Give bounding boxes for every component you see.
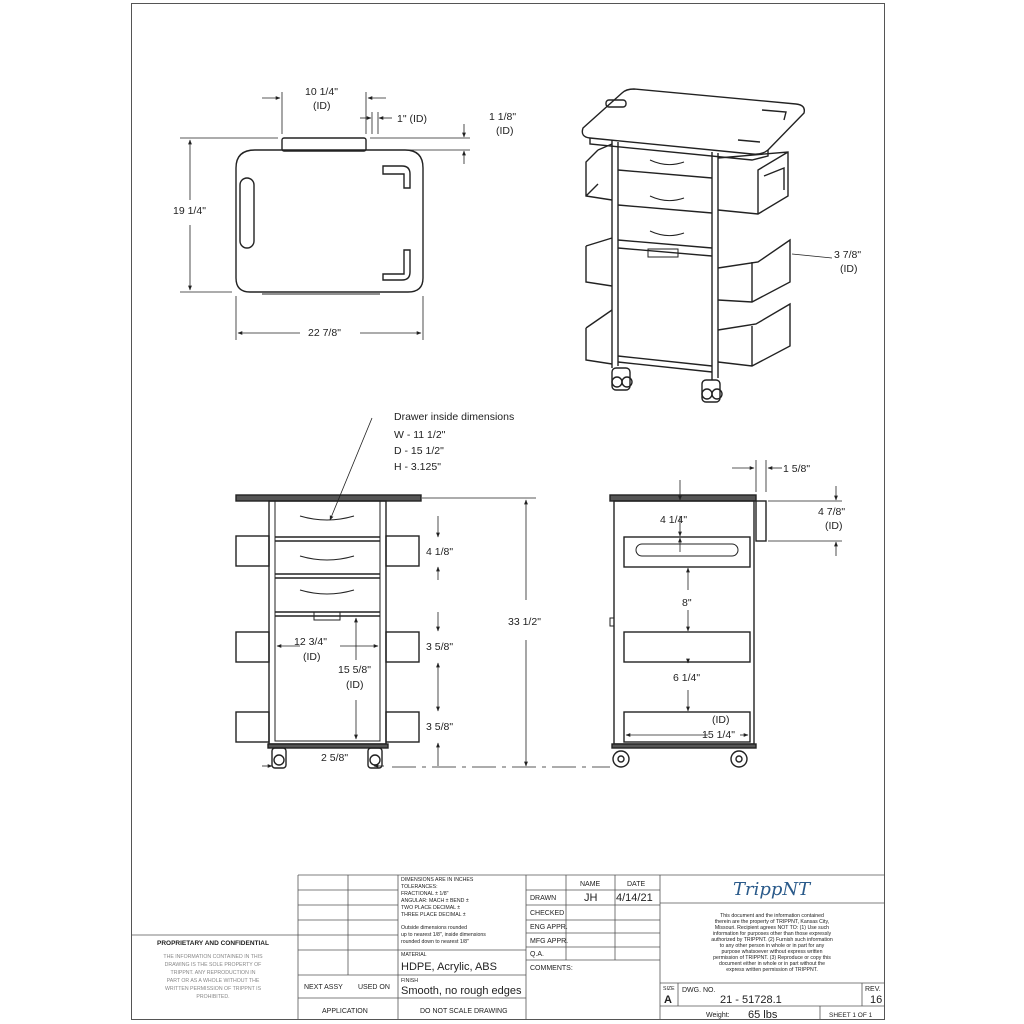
- used-on-label: USED ON: [358, 984, 390, 991]
- front-drawers: [275, 537, 380, 616]
- front-top: [236, 495, 421, 501]
- front-bin-right-2: [386, 632, 419, 662]
- material-value: HDPE, Acrylic, ABS: [401, 961, 497, 973]
- iso-top-grip-right: [738, 110, 786, 142]
- svg-text:This document and the informat: This document and the information contained: [720, 913, 824, 919]
- top-handle-depth-label: 1 1/8": [489, 111, 517, 123]
- front-bin-right-3: [386, 712, 419, 742]
- top-width-id-sub: (ID): [313, 100, 331, 112]
- eng-appr-label: ENG APPR.: [530, 924, 568, 931]
- top-width-label: 22 7/8": [308, 327, 341, 339]
- side-mid-gap-label: 8": [682, 597, 692, 609]
- dims-note-6: THREE PLACE DECIMAL ±: [401, 912, 466, 918]
- side-bin-height-sub: (ID): [825, 520, 843, 532]
- iso-left-bin-1: [586, 144, 612, 200]
- svg-text:Missouri. Recipient agrees NOT: Missouri. Recipient agrees NOT TO: (1) Use such: [714, 925, 830, 931]
- size-label: SIZE: [663, 986, 675, 992]
- drawn-date: 4/14/21: [616, 892, 653, 904]
- svg-text:DRAWING IS THE SOLE PROPERTY O: DRAWING IS THE SOLE PROPERTY OF: [164, 962, 262, 968]
- top-width-id-label: 10 1/4": [305, 86, 338, 98]
- side-casters: [613, 751, 747, 767]
- top-depth-label: 19 1/4": [173, 205, 206, 217]
- checked-label: CHECKED: [530, 910, 565, 917]
- rounding-note-1: Outside dimensions rounded: [401, 925, 468, 931]
- dims-note-2: TOLERANCES:: [401, 884, 438, 890]
- size-value: A: [664, 994, 672, 1006]
- disclaimer-text: [711, 913, 833, 973]
- iso-right-bin-1: [718, 152, 788, 214]
- dims-note-5: TWO PLACE DECIMAL ±: [401, 905, 461, 911]
- dims-note-1: DIMENSIONS ARE IN INCHES: [401, 877, 474, 883]
- svg-text:express written permission of: express written permission of TRIPPNT.: [726, 967, 818, 973]
- front-shelf-1-label: 3 5/8": [426, 641, 454, 653]
- front-view: [236, 495, 421, 768]
- side-bin-1: [624, 537, 750, 567]
- svg-text:information for purposes other: information for purposes other than those expressly: [712, 931, 832, 937]
- qa-label: Q.A.: [530, 951, 545, 958]
- svg-text:PROHIBITED.: PROHIBITED.: [196, 994, 230, 1000]
- side-bin-height-label: 4 7/8": [818, 506, 846, 518]
- top-view-handle-tab: [282, 138, 366, 151]
- side-base-width-label: 15 1/4": [702, 729, 735, 741]
- svg-text:PART OR AS A WHOLE WITHOUT THE: PART OR AS A WHOLE WITHOUT THE: [166, 978, 260, 984]
- svg-text:document either in whole or in: document either in whole or in part without the: [718, 961, 826, 967]
- svg-text:therein are the property of TR: therein are the property of TRIPPNT, Kansas City,: [714, 919, 830, 925]
- front-bin-left-3: [236, 712, 269, 742]
- top-view-outline: [236, 150, 423, 292]
- application-label: APPLICATION: [322, 1008, 368, 1015]
- iso-drawers: [618, 170, 712, 256]
- iso-left-bin-3: [586, 310, 612, 364]
- iso-shelf-label: 3 7/8": [834, 249, 862, 261]
- iso-top: [582, 89, 804, 154]
- drawn-label: DRAWN: [530, 895, 557, 902]
- side-offset-label: 1 5/8": [783, 463, 811, 475]
- rounding-note-2: up to nearest 1/8", inside dimensions: [401, 932, 486, 938]
- svg-text:purpose whatsoever without exp: purpose whatsoever without express written: [721, 949, 823, 955]
- drawer-note-width: W - 11 1/2": [394, 429, 446, 441]
- next-assy-label: NEXT ASSY: [304, 984, 343, 991]
- drawer-note-depth: D - 15 1/2": [394, 445, 444, 457]
- name-header: NAME: [580, 881, 601, 888]
- material-label: MATERIAL: [401, 952, 427, 958]
- weight-label: Weight:: [706, 1012, 730, 1019]
- drawer-note-title: Drawer inside dimensions: [394, 411, 515, 423]
- proprietary-title: PROPRIETARY AND CONFIDENTIAL: [157, 940, 269, 947]
- dwg-no-value: 21 - 51728.1: [720, 994, 782, 1006]
- side-top: [610, 495, 756, 501]
- proprietary-text: [163, 954, 263, 1000]
- front-bin-right-1: [386, 536, 419, 566]
- side-hang-bin: [756, 501, 766, 541]
- top-view-corner-grip-bottom: [383, 250, 410, 280]
- svg-text:to any other person in whole o: to any other person in whole or in part for any: [719, 943, 825, 949]
- drawn-name: JH: [584, 892, 598, 904]
- dims-note-4: ANGULAR: MACH ± BEND ±: [401, 898, 469, 904]
- dwg-no-label: DWG. NO.: [682, 987, 716, 994]
- side-base-width-sub: (ID): [712, 714, 730, 726]
- date-header: DATE: [627, 881, 646, 888]
- svg-text:authorized by TRIPPNT. (2) Fur: authorized by TRIPPNT. (2) Furnish such information: [711, 937, 833, 943]
- side-top-gap-label: 4 1/4": [660, 514, 688, 526]
- rev-label: REV.: [865, 986, 881, 993]
- front-shelf-2-label: 3 5/8": [426, 721, 454, 733]
- top-slot-label: 1" (ID): [397, 113, 427, 125]
- svg-text:TRIPPNT. ANY REPRODUCTION IN: TRIPPNT. ANY REPRODUCTION IN: [170, 970, 256, 976]
- front-drawer-height-label: 4 1/8": [426, 546, 454, 558]
- sheet-label: SHEET 1 OF 1: [829, 1012, 873, 1019]
- front-bin-left-1: [236, 536, 269, 566]
- iso-view: [582, 89, 804, 402]
- svg-text:WRITTEN PERMISSION OF TRIPPNT: WRITTEN PERMISSION OF TRIPPNT IS: [164, 986, 262, 992]
- svg-text:permission of TRIPPNT. (3) Rep: permission of TRIPPNT. (3) Reproduce or copy this: [713, 955, 831, 961]
- iso-shelf-sub: (ID): [840, 263, 858, 275]
- front-door-height-sub: (ID): [346, 679, 364, 691]
- iso-base: [618, 356, 712, 372]
- rev-value: 16: [870, 994, 883, 1006]
- iso-left-bin-2: [586, 238, 612, 286]
- top-view-left-grip: [240, 178, 254, 248]
- front-door-width-sub: (ID): [303, 651, 321, 663]
- finish-value: Smooth, no rough edges: [401, 985, 522, 997]
- front-caster-label: 2 5/8": [321, 752, 349, 764]
- finish-label: FINISH: [401, 978, 419, 984]
- top-handle-depth-sub: (ID): [496, 125, 514, 137]
- side-bin-2: [624, 632, 750, 662]
- side-low-gap-label: 6 1/4": [673, 672, 701, 684]
- mfg-appr-label: MFG APPR.: [530, 938, 569, 945]
- svg-text:THE INFORMATION CONTAINED IN T: THE INFORMATION CONTAINED IN THIS: [163, 954, 263, 960]
- front-overall-height-label: 33 1/2": [508, 616, 541, 628]
- trippnt-logo: TrippNT: [733, 879, 811, 900]
- dims-note-3: FRACTIONAL ± 1/8": [401, 891, 449, 897]
- side-bin-1-grip: [636, 544, 738, 556]
- weight-value: 65 lbs: [748, 1009, 778, 1021]
- front-door-height-label: 15 5/8": [338, 664, 371, 676]
- top-view-dims: [180, 92, 470, 340]
- front-door-width-label: 12 3/4": [294, 636, 327, 648]
- iso-right-bin-3: [718, 304, 790, 366]
- front-bin-left-2: [236, 632, 269, 662]
- iso-casters: [612, 368, 722, 402]
- iso-right-bin-2: [718, 240, 790, 302]
- iso-top-grip-left: [606, 100, 626, 107]
- do-not-scale-label: DO NOT SCALE DRAWING: [420, 1008, 508, 1015]
- comments-label: COMMENTS:: [530, 965, 573, 972]
- rounding-note-3: rounded down to nearest 1/8": [401, 939, 469, 945]
- top-view-corner-grip-top: [383, 166, 410, 188]
- drawer-note-height: H - 3.125": [394, 461, 441, 473]
- top-view: [236, 138, 423, 294]
